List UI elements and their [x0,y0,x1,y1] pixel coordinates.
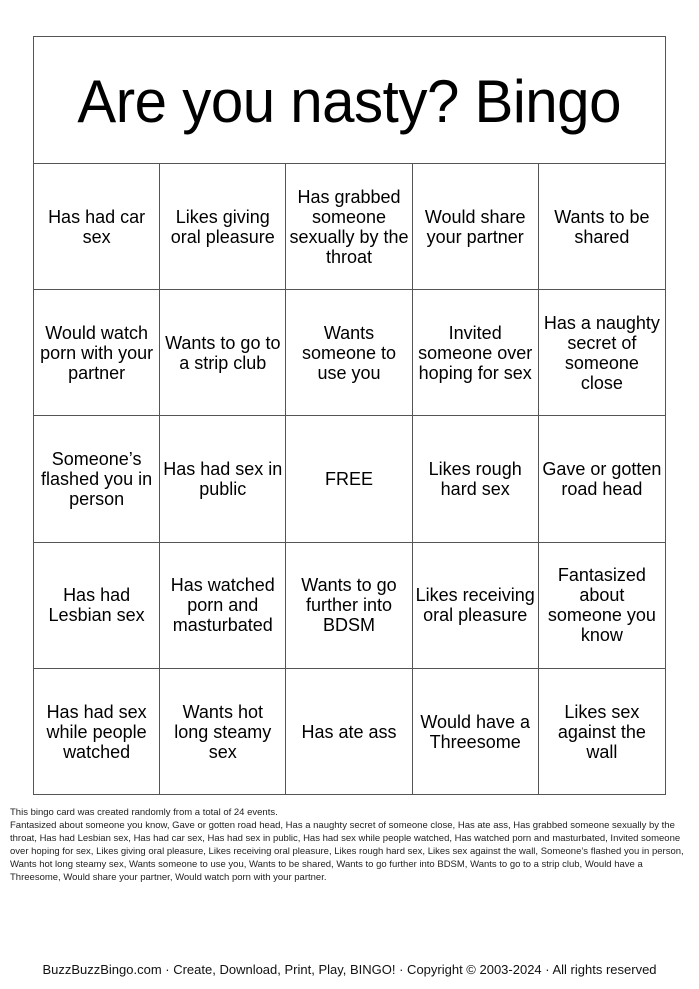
bingo-cell: Someone’s flashed you in person [34,416,160,542]
bingo-cell: Would watch porn with your partner [34,290,160,416]
bingo-cell: Would share your partner [413,164,539,290]
bingo-cell: Would have a Threesome [413,669,539,795]
bingo-cell: Gave or gotten road head [539,416,665,542]
info-summary: This bingo card was created randomly from a total of 24 events. [10,807,278,818]
bingo-cell: Has a naughty secret of someone close [539,290,665,416]
bingo-cell: Has watched porn and masturbated [160,543,286,669]
bingo-cell: Likes giving oral pleasure [160,164,286,290]
bingo-cell: Invited someone over hoping for sex [413,290,539,416]
bingo-cell: Likes sex against the wall [557,701,646,762]
bingo-cell: Fantasized about someone you know [539,543,665,669]
bingo-cell: Wants someone to use you [286,290,412,416]
free-space-cell: FREE [286,416,412,542]
bingo-cell: Wants to be shared [539,164,665,290]
bingo-card [33,36,666,795]
info-events-list: Fantasized about someone you know, Gave or gotten road head, Has a naughty secret of someone close, Has ate ass, Has grabbed someone sexually by the throat, Has had Lesbian sex, Has had car sex, Has had sex in public, Has had sex while people watched, Has watched porn and masturbated, Invited someone over hoping for sex, Likes giving oral pleasure, Likes receiving oral pleasure, Likes rough hard sex, Likes sex against the wall, Someone’s flashed you in person, Wants hot long steamy sex, Wants someone to use you, Wants to be shared, Wants to go further into BDSM, Wants to go to a strip club, Would have a Threesome, Would share your partner, Would watch porn with your partner. [10,820,684,883]
bingo-cell: Wants to go to a strip club [160,290,286,416]
card-info [10,806,692,884]
footer: BuzzBuzzBingo.com · Create, Download, Print, Play, BINGO! · Copyright © 2003-2024 · All rights reserved [42,962,657,977]
bingo-cell: Likes rough hard sex [413,416,539,542]
card-title [34,37,665,164]
bingo-cell: Has had car sex [34,164,160,290]
card-title-text: Are you nasty? Bingo [77,68,622,135]
bingo-cell: Wants to go further into BDSM [286,543,412,669]
bingo-cell: Has had Lesbian sex [34,543,160,669]
bingo-cell: Has had sex while people watched [34,669,160,795]
bingo-grid [34,164,665,795]
bingo-cell: Has had sex in public [160,416,286,542]
bingo-cell: Has grabbed someone sexually by the throat [286,164,412,290]
bingo-cell: Likes receiving oral pleasure [413,543,539,669]
bingo-cell: Has ate ass [286,669,412,795]
bingo-cell: Wants hot long steamy sex [160,669,286,795]
